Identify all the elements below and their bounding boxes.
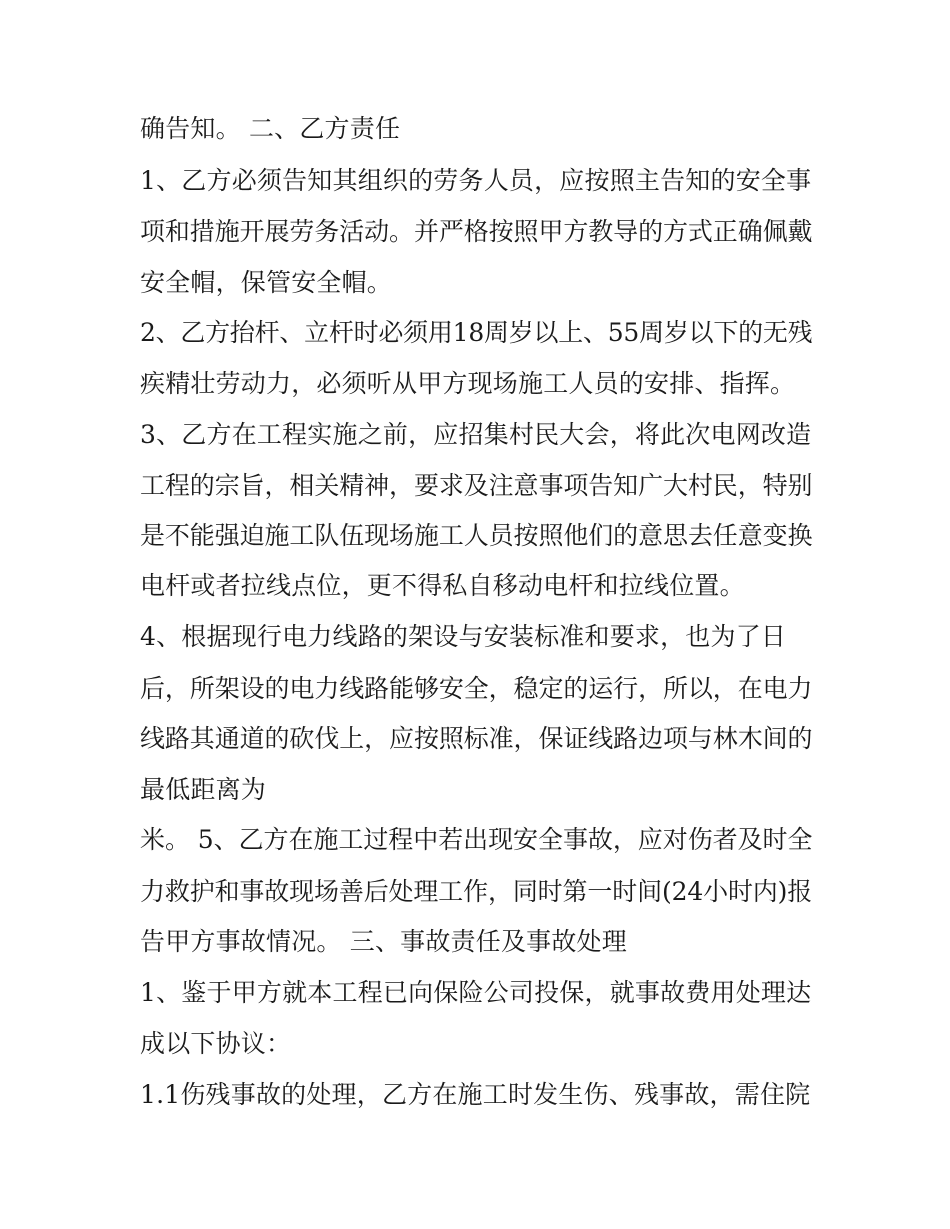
text-line: 力救护和事故现场善后处理工作，同时第一时间(24小时内)报 <box>140 877 813 906</box>
text-line: 1、乙方必须告知其组织的劳务人员，应按照主告知的安全事 <box>140 166 812 195</box>
text-line: 是不能强迫施工队伍现场施工人员按照他们的意思去任意变换 <box>140 521 813 550</box>
text-line: 米。 5、乙方在施工过程中若出现安全事故，应对伤者及时全 <box>140 825 813 854</box>
text-line: 最低距离为 <box>140 775 267 804</box>
text-line: 3、乙方在工程实施之前，应招集村民大会，将此次电网改造 <box>140 420 812 449</box>
text-line: 工程的宗旨，相关精神，要求及注意事项告知广大村民，特别 <box>140 471 813 500</box>
text-line: 线路其通道的砍伐上，应按照标准，保证线路边项与林木间的 <box>140 724 813 753</box>
text-line: 安全帽，保管安全帽。 <box>140 268 393 297</box>
text-line: 电杆或者拉线点位，更不得私自移动电杆和拉线位置。 <box>140 571 745 600</box>
text-line: 成以下协议： <box>140 1029 292 1058</box>
text-line: 1.1伤残事故的处理，乙方在施工时发生伤、残事故，需住院 <box>140 1080 811 1109</box>
text-line: 项和措施开展劳务活动。并严格按照甲方教导的方式正确佩戴 <box>140 217 813 246</box>
text-line: 确告知。 二、乙方责任 <box>140 114 401 143</box>
text-line: 4、根据现行电力线路的架设与安装标准和要求，也为了日 <box>140 622 787 651</box>
text-line: 疾精壮劳动力，必须听从甲方现场施工人员的安排、指挥。 <box>140 369 796 398</box>
text-line: 1、鉴于甲方就本工程已向保险公司投保，就事故费用处理达 <box>140 978 812 1007</box>
text-line: 告甲方事故情况。 三、事故责任及事故处理 <box>140 927 627 956</box>
text-line: 后，所架设的电力线路能够安全，稳定的运行，所以，在电力 <box>140 674 813 703</box>
text-line: 2、乙方抬杆、立杆时必须用18周岁以上、55周岁以下的无残 <box>140 318 813 347</box>
